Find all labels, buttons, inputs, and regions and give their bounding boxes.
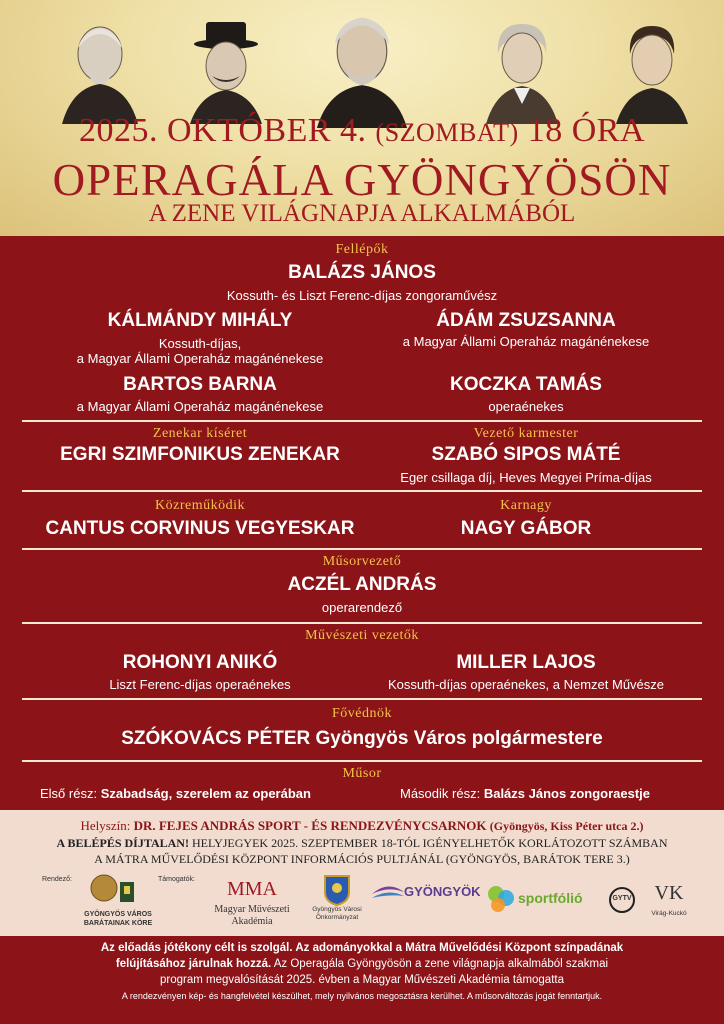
footer-line-4: A rendezvényen kép- és hangfelvétel készülhet, mely nyilvános megosztásra kerülhet. A műsorváltozás jogát fenntartjuk. bbox=[121, 991, 603, 1001]
footer-line-2a: felújításához járulnak hozzá. bbox=[115, 958, 272, 970]
event-title: OPERAGÁLA GYÖNGYÖSÖN bbox=[52, 155, 672, 205]
organizer-name-line: GYÖNGYÖS VÁROS bbox=[84, 911, 152, 918]
gyongyok-logo-icon bbox=[370, 882, 406, 906]
date-month: OKTÓBER 4. bbox=[166, 112, 367, 149]
program-section bbox=[0, 236, 724, 810]
composer-portrait-3 bbox=[306, 4, 418, 128]
mma-name-line: Magyar Művészeti bbox=[214, 904, 290, 915]
tickets-info-2: A MÁTRA MŰVELŐDÉSI KÖZPONT INFORMÁCIÓS PULTJÁNÁL (GYÖNGYÖS, BARÁTOK TERE 3.) bbox=[94, 852, 630, 866]
artistic-desc: Kossuth-díjas operaénekes, a Nemzet Művésze bbox=[387, 677, 665, 692]
performer-name: ÁDÁM ZSUZSANNA bbox=[436, 310, 616, 331]
performer-desc: a Magyar Állami Operaház magánénekese bbox=[76, 399, 324, 414]
city-name-line: Önkormányzat bbox=[315, 914, 359, 921]
tickets-info-1: HELYJEGYEK 2025. SZEPTEMBER 18-TÓL IGÉNYELHETŐK KORLÁTOZOTT SZÁMBAN bbox=[191, 836, 668, 850]
conductor-desc: Eger csillaga díj, Heves Megyei Príma-díjas bbox=[400, 470, 652, 485]
part2-label: Második rész: bbox=[400, 786, 481, 801]
conductor-heading: Vezető karmester bbox=[473, 426, 579, 441]
host-name: ACZÉL ANDRÁS bbox=[287, 574, 437, 595]
divider bbox=[22, 760, 702, 762]
performer-name: BALÁZS JÁNOS bbox=[288, 262, 436, 283]
performers-heading: Fellépők bbox=[335, 242, 389, 257]
part1-label: Első rész: bbox=[40, 786, 98, 801]
mma-name bbox=[202, 904, 302, 928]
organizer-label: Rendező: bbox=[42, 876, 72, 883]
divider bbox=[22, 420, 702, 422]
event-date bbox=[0, 112, 724, 150]
date-day: (SZOMBAT) bbox=[375, 118, 519, 147]
composer-portrait-1 bbox=[52, 14, 148, 124]
poster-header bbox=[0, 0, 724, 236]
artistic-name: MILLER LAJOS bbox=[456, 652, 596, 673]
organizer-name bbox=[78, 910, 158, 928]
part1-title: Szabadság, szerelem az operában bbox=[100, 786, 311, 801]
conductor-name: SZABÓ SIPOS MÁTÉ bbox=[431, 444, 621, 465]
artistic-heading: Művészeti vezetők bbox=[305, 628, 419, 643]
date-year: 2025. bbox=[78, 112, 158, 149]
performer-desc: operaénekes bbox=[488, 399, 564, 414]
part2-title: Balázs János zongoraestje bbox=[483, 786, 650, 801]
event-subtitle: A ZENE VILÁGNAPJA ALKALMÁBÓL bbox=[148, 200, 576, 227]
choirmaster-name: NAGY GÁBOR bbox=[460, 518, 592, 539]
city-name bbox=[297, 906, 377, 922]
artistic-name: ROHONYI ANIKÓ bbox=[122, 652, 278, 673]
orchestra-name: EGRI SZIMFONIKUS ZENEKAR bbox=[60, 444, 340, 465]
program-heading: Műsor bbox=[342, 766, 382, 781]
patron-heading: Fővédnök bbox=[332, 706, 392, 721]
footer-line-2 bbox=[0, 958, 724, 970]
patron-role: Gyöngyös Város polgármestere bbox=[315, 728, 603, 749]
divider bbox=[22, 548, 702, 550]
vk-name: Virág-Kuckó bbox=[651, 910, 687, 917]
choir-name: CANTUS CORVINUS VEGYESKAR bbox=[45, 518, 355, 539]
gyongyok-logo: GYÖNGYÖK bbox=[404, 884, 481, 899]
mma-logo: MMA bbox=[226, 878, 277, 900]
performer-desc: a Magyar Állami Operaház magánénekese bbox=[76, 351, 324, 366]
patron-line bbox=[0, 728, 724, 750]
location-section bbox=[0, 810, 724, 936]
organizer-logo bbox=[88, 872, 140, 908]
program-part-1 bbox=[40, 786, 311, 801]
free-entry: A BELÉPÉS DÍJTALAN! bbox=[56, 836, 189, 850]
divider bbox=[22, 490, 702, 492]
mma-name-line: Akadémia bbox=[231, 916, 273, 927]
vk-logo: VK bbox=[654, 882, 684, 904]
performer-desc: Kossuth- és Liszt Ferenc-díjas zongoraművész bbox=[226, 288, 498, 303]
tickets-line-1 bbox=[0, 836, 724, 851]
performer-name: BARTOS BARNA bbox=[123, 374, 277, 395]
orchestra-heading: Zenekar kíséret bbox=[152, 426, 248, 441]
city-name-line: Gyöngyös Városi bbox=[312, 906, 362, 913]
artistic-desc: Liszt Ferenc-díjas operaénekes bbox=[109, 677, 291, 692]
host-desc: operarendező bbox=[321, 600, 403, 615]
performer-name: KÁLMÁNDY MIHÁLY bbox=[107, 310, 293, 331]
venue-address: (Gyöngyös, Kiss Péter utca 2.) bbox=[489, 819, 644, 833]
divider bbox=[22, 622, 702, 624]
footer-line-2b: Az Operagála Gyöngyösön a zene világnapja alkalmából szakmai bbox=[271, 958, 609, 970]
footer bbox=[0, 936, 724, 1024]
performer-name: KOCZKA TAMÁS bbox=[450, 374, 602, 395]
patron-name: SZÓKOVÁCS PÉTER bbox=[121, 728, 311, 749]
venue-line bbox=[0, 818, 724, 834]
venue-label: Helyszín: bbox=[80, 818, 131, 833]
gytv-logo: GYTV bbox=[612, 895, 632, 902]
composer-portrait-5 bbox=[604, 14, 700, 124]
divider bbox=[22, 698, 702, 700]
composer-portrait-2 bbox=[178, 14, 274, 124]
choirmaster-heading: Karnagy bbox=[500, 498, 552, 513]
host-heading: Műsorvezető bbox=[322, 554, 402, 569]
composer-portrait-4 bbox=[474, 14, 570, 124]
program-part-2 bbox=[400, 786, 650, 801]
organizer-name-line: BARÁTAINAK KÖRE bbox=[83, 920, 153, 927]
footer-line-1: Az előadás jótékony célt is szolgál. Az adományokkal a Mátra Művelődési Központ színpadának bbox=[100, 942, 624, 954]
date-time: 18 ÓRA bbox=[527, 112, 646, 149]
supporter-label: Támogatók: bbox=[158, 876, 195, 883]
choir-heading: Közreműködik bbox=[155, 498, 245, 513]
performer-desc: Kossuth-díjas, bbox=[158, 336, 242, 351]
footer-line-3: program megvalósítását 2025. évben a Magyar Művészeti Akadémia támogatta bbox=[160, 974, 564, 986]
city-crest-icon bbox=[322, 874, 352, 906]
sportfolio-logo-icon bbox=[486, 884, 516, 914]
sportfolio-logo: sportfólió bbox=[518, 890, 583, 906]
venue-name: DR. FEJES ANDRÁS SPORT - ÉS RENDEZVÉNYCSARNOK bbox=[133, 818, 487, 833]
performer-desc: a Magyar Állami Operaház magánénekese bbox=[402, 334, 650, 349]
